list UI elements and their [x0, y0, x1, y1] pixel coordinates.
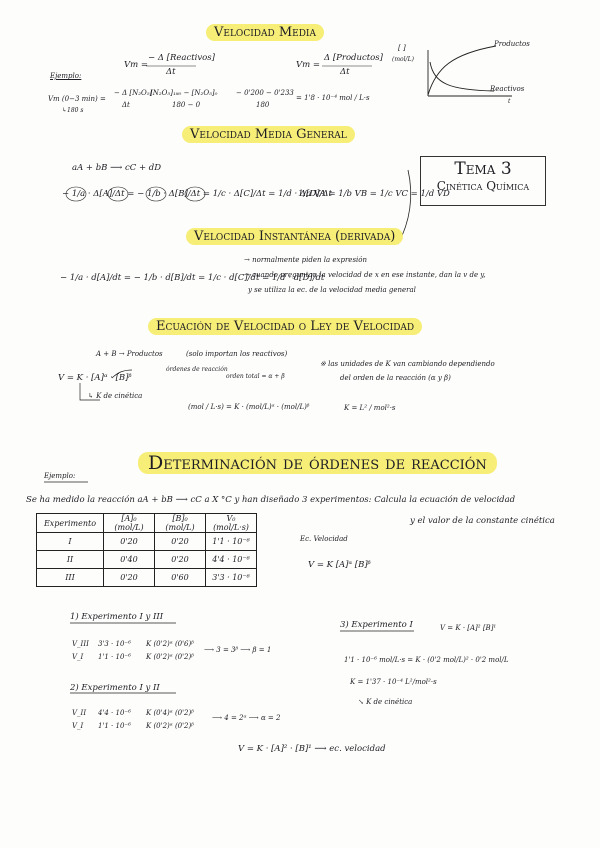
graph-t-label: t [508, 98, 511, 105]
title-determinacion: Determinación de órdenes de reacción [138, 452, 497, 474]
paso1-k-num: K (0'2)ᵅ (0'6)ᵝ [146, 640, 194, 648]
ejemplo1-f3-num: − 0'200 − 0'233 [236, 89, 294, 97]
experiment-table [36, 513, 257, 587]
ley-equation: V = K · [A]ᵅ · [B]ᵝ [58, 373, 132, 383]
table-header: [B]₀ (mol/L) [155, 514, 206, 533]
ejemplo1-f1-num: − Δ [N₂O₅] [114, 89, 153, 97]
paso2-lhs-num: V_II [72, 709, 87, 717]
ec-velocidad: V = K [A]ᵅ [B]ᵝ [308, 560, 371, 570]
table-header: V₀ (mol/L·s) [206, 514, 257, 533]
ley-reaction: A + B → Productos [96, 350, 163, 358]
tema-line2: Cinética Química [436, 179, 530, 193]
ley-k-label: ↳ K de cinética [88, 392, 143, 400]
paso2-result: ⟶ 4 = 2ᵅ ⟶ α = 2 [212, 714, 281, 722]
title-velocidad-media: Velocidad Media [206, 24, 324, 41]
table-cell: 3'3 · 10⁻⁶ [206, 569, 257, 587]
ejemplo1-result: = 1'8 · 10⁻⁴ mol / L·s [296, 94, 370, 102]
ley-note: (solo importan los reactivos) [186, 350, 288, 358]
paso1-v-den: 1'1 · 10⁻⁶ [98, 653, 131, 661]
paso3-eq: V = K · [A]² [B]¹ [440, 624, 497, 632]
instant-formula: − 1/a · d[A]/dt = − 1/b · d[B]/dt = 1/c · d[C]/dt = 1/d · d[D]/dt [60, 273, 325, 283]
ley-units-eq: (mol / L·s) = K · (mol/L)ᵅ · (mol/L)ᵝ [188, 403, 310, 411]
table-row [37, 551, 257, 569]
table-cell: III [37, 569, 104, 587]
ejemplo1-f2-num: [N₂O₅]₁₈₀ − [N₂O₅]₀ [150, 89, 218, 97]
table-cell: 0'40 [104, 551, 155, 569]
table-cell: 1'1 · 10⁻⁶ [206, 533, 257, 551]
paso1-title: 1) Experimento I y III [70, 612, 164, 622]
ley-note2a: ※ las unidades de K van cambiando dependiendo [320, 360, 495, 368]
vm-productos-den: Δt [340, 67, 350, 77]
paso2-lhs-den: V_I [72, 722, 84, 730]
paso3-k: K = 1'37 · 10⁻⁴ L²/mol²·s [350, 678, 437, 686]
ley-ordenes: órdenes de reacción [166, 366, 228, 373]
table-cell: 0'20 [104, 569, 155, 587]
vm-reactivos-lhs: Vm = [124, 60, 149, 70]
paso1-k-den: K (0'2)ᵅ (0'2)ᵝ [146, 653, 194, 661]
final-equation: V = K · [A]² · [B]¹ ⟶ ec. velocidad [238, 744, 386, 754]
paso1-lhs-num: V_III [72, 640, 89, 648]
table-cell: 0'60 [155, 569, 206, 587]
title-velocidad-instantanea: Velocidad Instantánea (derivada) [186, 228, 403, 245]
paso1-result: ⟶ 3 = 3ᵝ ⟶ β = 1 [204, 646, 272, 654]
table-cell: 0'20 [104, 533, 155, 551]
paso3-title: 3) Experimento I [340, 620, 413, 630]
graph-productos-label: Productos [494, 40, 530, 48]
ejemplo1-lhs: Vm (0−3 min) = [48, 95, 106, 103]
table-row [37, 569, 257, 587]
general-formula: − 1/a · Δ[A]/Δt = − 1/b · Δ[B]/Δt = 1/c · Δ[C]/Δt = 1/d · Δ[D]/Δt [62, 189, 332, 199]
ejemplo2-enunciado2: y el valor de la constante cinética [410, 516, 555, 526]
paso1-v-num: 3'3 · 10⁻⁶ [98, 640, 131, 648]
ejemplo2-label: Ejemplo: [44, 472, 76, 480]
table-row [37, 533, 257, 551]
ejemplo1-f3-den: 180 [256, 101, 270, 109]
tema-line1: Tema 3 [454, 159, 512, 179]
vm-reactivos-num: − Δ [Reactivos] [148, 53, 215, 63]
ec-velocidad-label: Ec. Velocidad [300, 535, 348, 543]
paso2-v-num: 4'4 · 10⁻⁶ [98, 709, 131, 717]
title-determinacion-wrap [138, 452, 497, 474]
ejemplo1-label: Ejemplo: [50, 72, 82, 80]
graph-reactivos-curve [430, 62, 494, 91]
instant-note-3: y se utiliza la ec. de la velocidad media general [248, 286, 416, 294]
table-cell: 0'20 [155, 551, 206, 569]
instant-note-2: → cuando preguntan la velocidad de x en ese instante, dan la v de y, [244, 271, 486, 279]
ejemplo1-sub: ↳180 s [62, 107, 84, 114]
vm-productos-lhs: Vm = [296, 60, 321, 70]
ejemplo1-f1-den: Δt [122, 101, 130, 109]
paso2-v-den: 1'1 · 10⁻⁶ [98, 722, 131, 730]
ejemplo1-f2-den: 180 − 0 [172, 101, 201, 109]
table-cell: II [37, 551, 104, 569]
table-cell: I [37, 533, 104, 551]
paso3-line1: 1'1 · 10⁻⁶ mol/L·s = K · (0'2 mol/L)² · 0'2 mol/L [344, 656, 509, 664]
graph-y-label: [ ] [398, 44, 406, 52]
title-velocidad-media-general: Velocidad Media General [182, 126, 355, 143]
table-cell: 0'20 [155, 533, 206, 551]
paso1-lhs-den: V_I [72, 653, 84, 661]
graph-y-unit: (mol/L) [392, 56, 414, 63]
paso2-title: 2) Experimento I y II [70, 683, 160, 693]
ley-k-units: K = L² / mol²·s [344, 404, 396, 412]
table-header: Experimento [37, 514, 104, 533]
paso2-k-den: K (0'2)ᵅ (0'2)ᵝ [146, 722, 194, 730]
ley-orden-total: orden total = α + β [226, 373, 285, 380]
table-cell: 4'4 · 10⁻⁶ [206, 551, 257, 569]
graph-productos-curve [428, 46, 496, 95]
ley-note2b: del orden de la reacción (α y β) [340, 374, 451, 382]
table-header-row [37, 514, 257, 533]
graph-reactivos-label: Reactivos [490, 85, 525, 93]
title-ecuacion-velocidad: Ecuación de Velocidad o Ley de Velocidad [148, 318, 422, 335]
instant-note-1: → normalmente piden la expresión [244, 256, 368, 264]
paso3-k-note: ↘ K de cinética [358, 698, 413, 706]
general-reaction: aA + bB ⟶ cC + dD [72, 163, 162, 173]
vm-reactivos-den: Δt [166, 67, 176, 77]
paso2-k-num: K (0'4)ᵅ (0'2)ᵝ [146, 709, 194, 717]
vm-productos-num: Δ [Productos] [324, 53, 383, 63]
general-relation: 1/a VA = 1/b VB = 1/c VC = 1/d VD [298, 189, 450, 199]
table-header: [A]₀ (mol/L) [104, 514, 155, 533]
ejemplo2-enunciado: Se ha medido la reacción aA + bB ⟶ cC a X °C y han diseñado 3 experimentos: Calcula la ecuación de velocidad [26, 495, 516, 505]
